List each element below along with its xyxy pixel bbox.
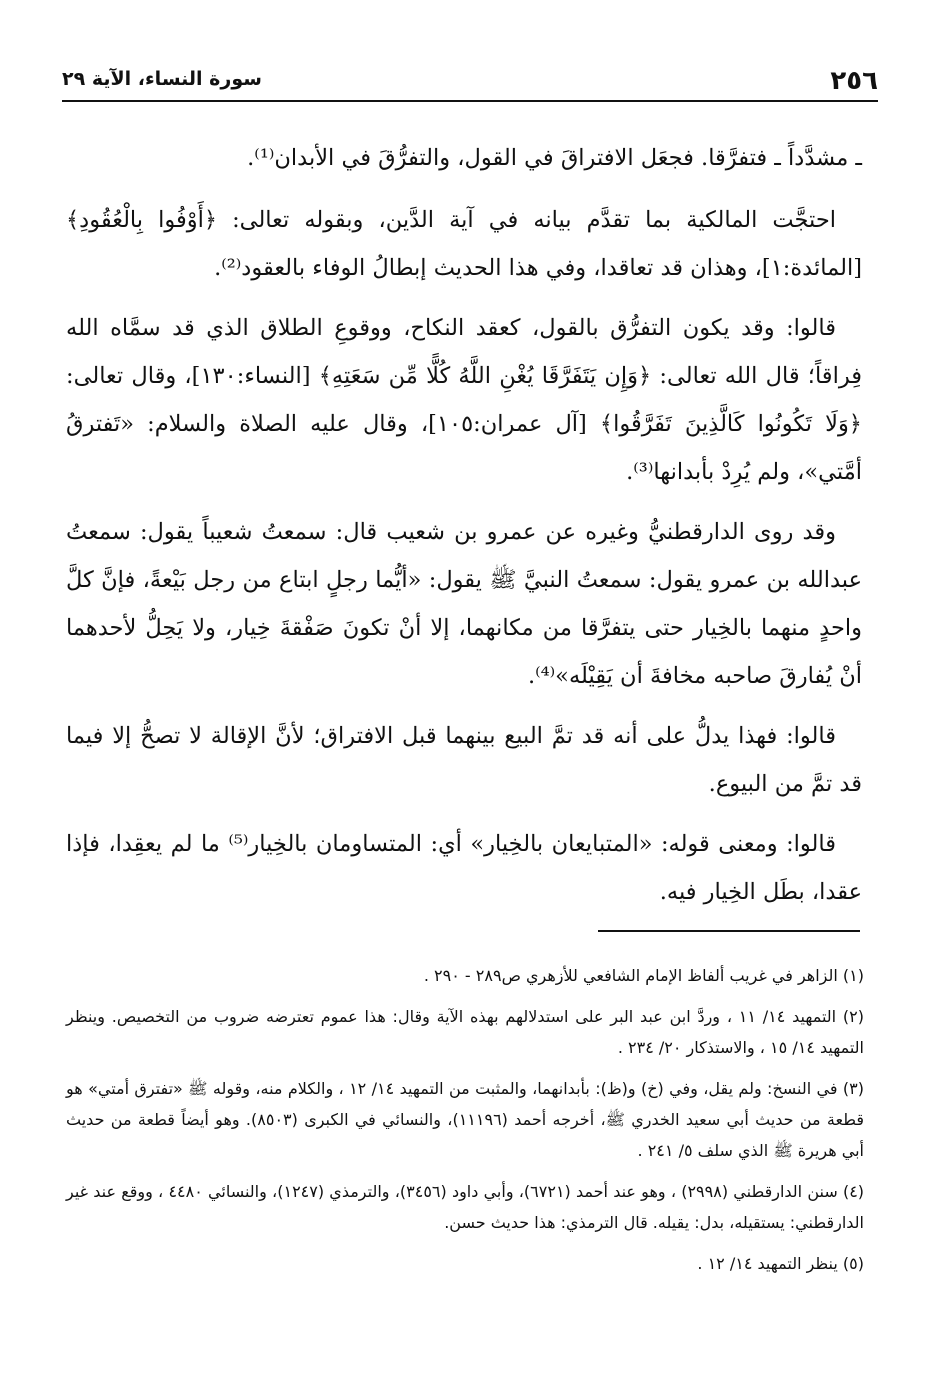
- page-number: ٢٥٦: [830, 66, 878, 96]
- main-text: [66, 134, 862, 928]
- running-title: سورة النساء، الآية ٢٩: [62, 68, 262, 90]
- paragraph: قالوا: وقد يكون التفرُّق بالقول، كعقد النكاح، ووقوعِ الطلاق الذي قد سمَّاه الله فِراقاً؛ قال الله تعالى: ﴿وَإِن يَتَفَرَّقَا يُغْنِ اللَّهُ كُلًّا مِّن سَعَتِهِ﴾ [النساء:١٣٠]، وقال تعالى: ﴿وَلَا تَكُونُوا كَالَّذِينَ تَفَرَّقُوا﴾ [آل عمران:١٠٥]، وقال عليه الصلاة والسلام: «تَفترقُ أمَّتي»، ولم يُرِدْ بأبدانها⁽³⁾.: [66, 315, 862, 485]
- footnote: (٥) ينظر التمهيد ١٤/ ١٢ .: [697, 1254, 864, 1273]
- footnote: (٢) التمهيد ١٤/ ١١ ، وردَّ ابن عبد البر على استدلالهم بهذه الآية وقال: هذا عموم تعترضه ضروب من التخصيص. وينظر التمهيد ١٤/ ١٥ ، والاستذكار ٢٠/ ٢٣٤ .: [66, 1007, 864, 1057]
- paragraph: قالوا: فهذا يدلُّ على أنه قد تمَّ البيع بينهما قبل الافتراق؛ لأنَّ الإقالة لا تصحُّ إلا فيما قد تمَّ من البيوع.: [66, 723, 862, 797]
- page-header: [62, 62, 878, 102]
- footnotes: [66, 960, 864, 1289]
- paragraph: احتجَّت المالكية بما تقدَّم بيانه في آية الدَّين، وبقوله تعالى: ﴿أَوْفُوا بِالْعُقُودِ﴾ [المائدة:١]، وهذان قد تعاقدا، وفي هذا الحديث إبطالُ الوفاء بالعقود⁽²⁾.: [66, 207, 862, 281]
- footnote: (١) الزاهر في غريب ألفاظ الإمام الشافعي للأزهري ص٢٨٩ - ٢٩٠ .: [423, 966, 864, 985]
- footnote: (٤) سنن الدارقطني (٢٩٩٨) ، وهو عند أحمد (٦٧٢١)، وأبي داود (٣٤٥٦)، والترمذي (١٢٤٧)، والنسائي ٤٤٨٠ ، ووقع عند غير الدارقطني: يستقيله، بدل: يقيله. قال الترمذي: هذا حديث حسن.: [66, 1182, 865, 1232]
- footnote: (٣) في النسخ: ولم يقل، وفي (خ) و(ظ): بأبدانهما، والمثبت من التمهيد ١٤/ ١٢ ، والكلام منه، وقوله ﷺ «تفترق أمتي» هو قطعة من حديث أبي سعيد الخدري ﷺ، أخرجه أحمد (١١١٩٦)، والنسائي في الكبرى (٨٥٠٣). وهو أيضاً قطعة من حديث أبي هريرة ﷺ الذي سلف ٥/ ٢٤١ .: [66, 1079, 865, 1160]
- paragraph: ـ مشدَّداً ـ فتفرَّقا. فجعَل الافتراقَ في القول، والتفرُّقَ في الأبدان⁽¹⁾.: [247, 145, 862, 171]
- paragraph: قالوا: ومعنى قوله: «المتبايعان بالخِيار» أي: المتساومان بالخِيار⁽⁵⁾ ما لم يعقِدا، فإذا عقدا، بطَل الخِيار فيه.: [66, 831, 862, 905]
- footnote-separator: [598, 930, 860, 932]
- paragraph: وقد روى الدارقطنيُّ وغيره عن عمرو بن شعيب قال: سمعتُ شعيباً يقول: سمعتُ عبدالله بن عمرو يقول: سمعتُ النبيَّ ﷺ يقول: «أيُّما رجلٍ ابتاع من رجل بَيْعةً، فإنَّ كلَّ واحدٍ منهما بالخِيار حتى يتفرَّقا من مكانهما، إلا أنْ تكونَ صَفْقةَ خِيار، ولا يَحِلُّ لأحدهما أنْ يُفارقَ صاحبه مخافةَ أن يَقِيْلَه»⁽⁴⁾.: [66, 519, 862, 689]
